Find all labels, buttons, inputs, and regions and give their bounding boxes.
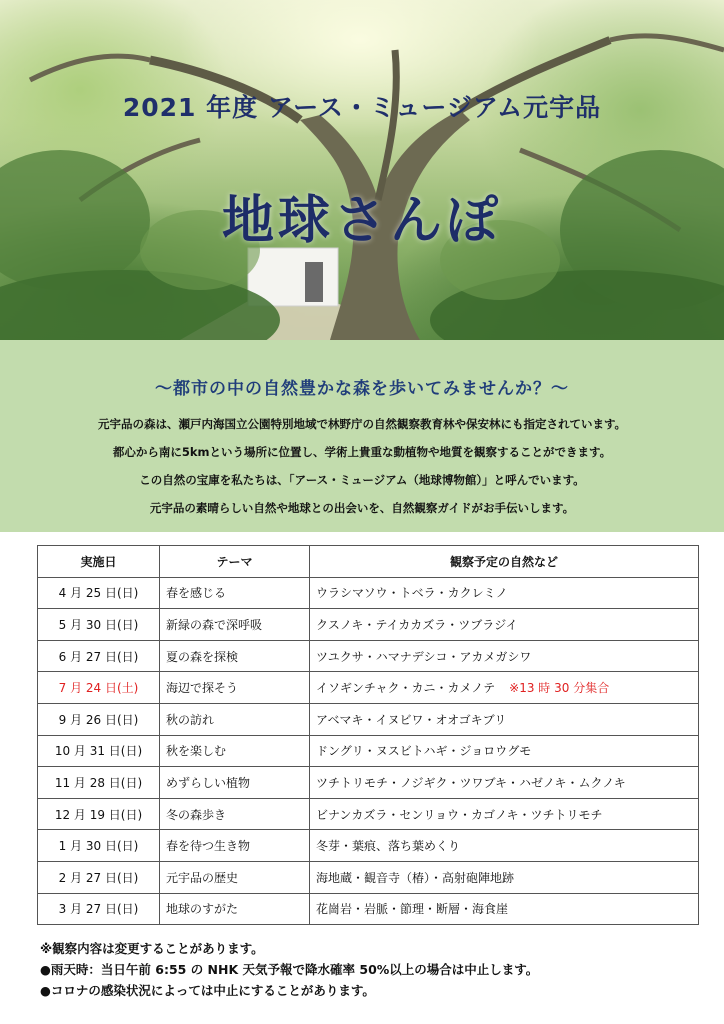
table-row <box>38 893 699 925</box>
table-row <box>38 609 699 641</box>
table-row <box>38 703 699 735</box>
forest-photo <box>0 0 724 340</box>
row-date: 12 月 19 日(日) <box>38 798 160 830</box>
header-theme: テーマ <box>160 546 310 578</box>
row-date: 1 月 30 日(日) <box>38 830 160 862</box>
table-row <box>38 861 699 893</box>
table-row <box>38 830 699 862</box>
intro-headline: ～都市の中の自然豊かな森を歩いてみませんか？～ <box>155 379 569 399</box>
row-date-highlight: 7 月 24 日(土) <box>38 672 160 704</box>
row-nature: 海地蔵・観音寺（椿）・高射砲陣地跡 <box>310 861 699 893</box>
row-date: 10 月 31 日(日) <box>38 735 160 767</box>
row-date: 4 月 25 日(日) <box>38 577 160 609</box>
table-row-highlight <box>38 672 699 704</box>
row-date: 3 月 27 日(日) <box>38 893 160 925</box>
intro-section <box>0 340 724 532</box>
row-nature <box>310 672 699 704</box>
row-nature-text: イソギンチャク・カニ・カメノテ <box>316 681 496 696</box>
meeting-time-note: ※13 時 30 分集合 <box>509 681 610 696</box>
row-date: 5 月 30 日(日) <box>38 609 160 641</box>
row-nature: アベマキ・イヌビワ・オオゴキブリ <box>310 703 699 735</box>
footnote-change-notice: ※観察内容は変更することがあります。 <box>40 941 264 956</box>
row-theme: 新緑の森で深呼吸 <box>160 609 310 641</box>
table-row <box>38 640 699 672</box>
header-date: 実施日 <box>38 546 160 578</box>
table-row <box>38 798 699 830</box>
table-header-row <box>38 546 699 578</box>
intro-line: この自然の宝庫を私たちは、「アース・ミュージアム（地球博物館）」と呼んでいます。 <box>139 473 585 487</box>
row-nature: 冬芽・葉痕、落ち葉めくり <box>310 830 699 862</box>
row-theme: 秋の訪れ <box>160 703 310 735</box>
intro-line: 元宇品の素晴らしい自然や地球との出会いを、自然観察ガイドがお手伝いします。 <box>149 501 575 515</box>
footnote-covid-policy: ●コロナの感染状況によっては中止にすることがあります。 <box>40 983 375 998</box>
row-date: 9 月 26 日(日) <box>38 703 160 735</box>
footnote-rain-policy: ●雨天時：当日午前 6:55 の NHK 天気予報で降水確率 50%以上の場合は中止します。 <box>40 962 539 977</box>
row-theme: 海辺で探そう <box>160 672 310 704</box>
row-theme: 元宇品の歴史 <box>160 861 310 893</box>
row-nature: ビナンカズラ・センリョウ・カゴノキ・ツチトリモチ <box>310 798 699 830</box>
row-theme: 秋を楽しむ <box>160 735 310 767</box>
row-theme: めずらしい植物 <box>160 767 310 799</box>
row-nature: 花崗岩・岩脈・節理・断層・海食崖 <box>310 893 699 925</box>
hero-subtitle: 2021 年度 アース・ミュージアム元宇品 <box>122 93 602 122</box>
row-nature: ドングリ・ヌスビトハギ・ジョロウグモ <box>310 735 699 767</box>
header-nature: 観察予定の自然など <box>310 546 699 578</box>
table-row <box>38 577 699 609</box>
row-theme: 夏の森を探検 <box>160 640 310 672</box>
row-nature: ツユクサ・ハマナデシコ・アカメガシワ <box>310 640 699 672</box>
table-row <box>38 735 699 767</box>
row-date: 2 月 27 日(日) <box>38 861 160 893</box>
row-date: 6 月 27 日(日) <box>38 640 160 672</box>
row-theme: 春を感じる <box>160 577 310 609</box>
row-nature: ウラシマソウ・トベラ・カクレミノ <box>310 577 699 609</box>
row-nature: クスノキ・テイカカズラ・ツブラジイ <box>310 609 699 641</box>
intro-line: 都心から南に5kmという場所に位置し、学術上貴重な動植物や地質を観察することができます。 <box>112 445 612 459</box>
row-date: 11 月 28 日(日) <box>38 767 160 799</box>
row-theme: 冬の森歩き <box>160 798 310 830</box>
row-theme: 春を待つ生き物 <box>160 830 310 862</box>
intro-line: 元宇品の森は、瀬戸内海国立公園特別地域で林野庁の自然観察教育林や保安林にも指定されています。 <box>97 417 627 431</box>
row-nature: ツチトリモチ・ノジギク・ツワブキ・ハゼノキ・ムクノキ <box>310 767 699 799</box>
footnotes <box>40 938 710 1001</box>
schedule-table <box>37 545 699 925</box>
row-theme: 地球のすがた <box>160 893 310 925</box>
hero-banner <box>0 0 724 340</box>
table-row <box>38 767 699 799</box>
page-title: 地球さんぽ <box>221 191 502 251</box>
